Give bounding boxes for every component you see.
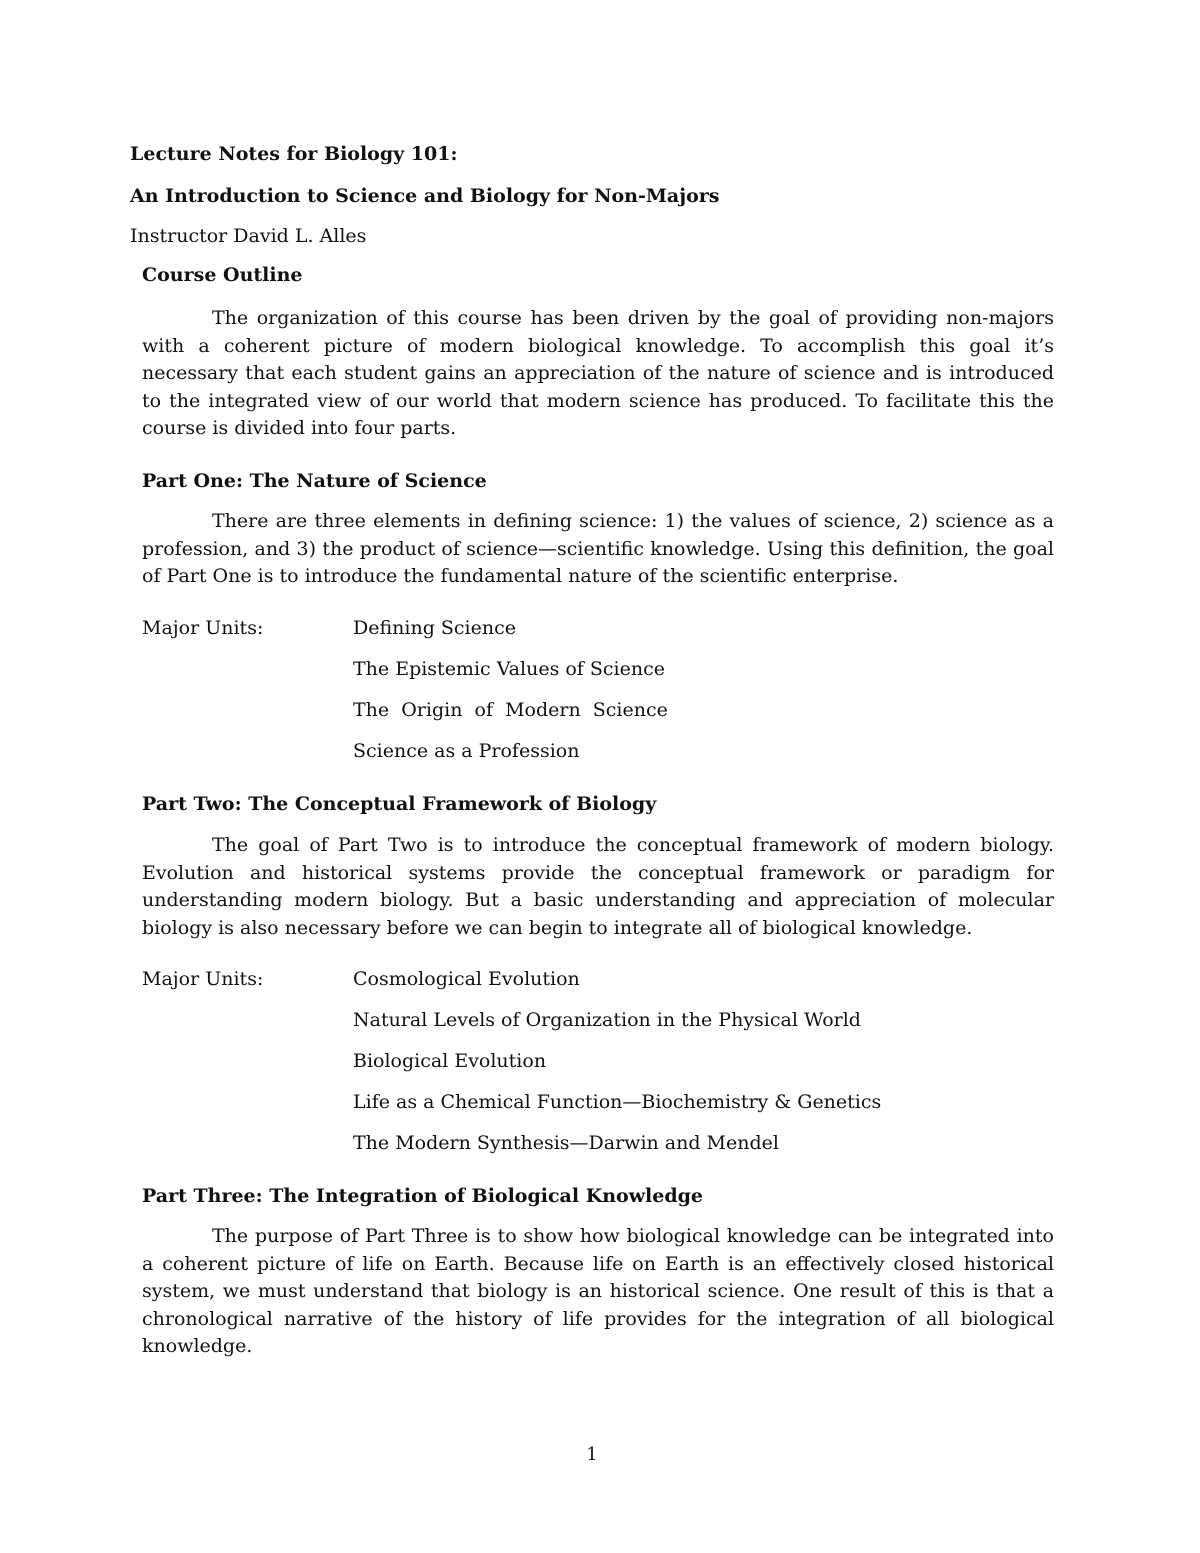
course-outline-heading: Course Outline	[142, 264, 303, 286]
document-title: Lecture Notes for Biology 101:	[130, 143, 458, 165]
part-two-units-label: Major Units:	[142, 968, 264, 990]
list-item: The Epistemic Values of Science	[353, 658, 665, 680]
part-two-heading: Part Two: The Conceptual Framework of Biology	[142, 793, 657, 815]
instructor-name: Instructor David L. Alles	[130, 225, 367, 247]
list-item: Defining Science	[353, 617, 517, 639]
part-two-paragraph: The goal of Part Two is to introduce the conceptual framework of modern biology. Evolution and historical systems provide the conceptual framework or paradigm for understanding modern biology. But a basic understanding and appreciation of molecular biology is also necessary before we can begin to integrate all of biological knowledge.	[142, 834, 1054, 939]
list-item: The Origin of Modern Science	[353, 699, 668, 721]
course-outline-paragraph: The organization of this course has been driven by the goal of providing non-majors with a coherent picture of modern biological knowledge. To accomplish this goal it’s necessary that each student gains an appreciation of the nature of science and is introduced to the integrated view of our world that modern science has produced. To facilitate this the course is divided into four parts.	[142, 307, 1054, 439]
part-three-heading: Part Three: The Integration of Biological Knowledge	[142, 1185, 704, 1207]
part-one-paragraph: There are three elements in defining science: 1) the values of science, 2) science as a profession, and 3) the product of science—scientific knowledge. Using this definition, the goal of Part One is to introduce the fundamental nature of the scientific enterprise.	[142, 510, 1054, 587]
part-one-heading: Part One: The Nature of Science	[142, 470, 487, 492]
list-item: Science as a Profession	[353, 740, 580, 762]
part-one-units-list	[353, 617, 668, 781]
list-item: Natural Levels of Organization in the Physical World	[353, 1009, 861, 1031]
part-two-units-list	[353, 968, 881, 1173]
part-three-paragraph: The purpose of Part Three is to show how biological knowledge can be integrated into a coherent picture of life on Earth. Because life on Earth is an effectively closed historical system, we must understand that biology is an historical science. One result of this is that a chronological narrative of the history of life provides for the integration of all biological knowledge.	[142, 1225, 1054, 1357]
part-one-units-label: Major Units:	[142, 617, 264, 639]
list-item: Cosmological Evolution	[353, 968, 580, 990]
list-item: Biological Evolution	[353, 1050, 547, 1072]
list-item: The Modern Synthesis—Darwin and Mendel	[353, 1132, 779, 1154]
list-item: Life as a Chemical Function—Biochemistry & Genetics	[353, 1091, 882, 1113]
document-subtitle: An Introduction to Science and Biology for Non-Majors	[130, 185, 720, 207]
page-number: 1	[586, 1444, 598, 1465]
